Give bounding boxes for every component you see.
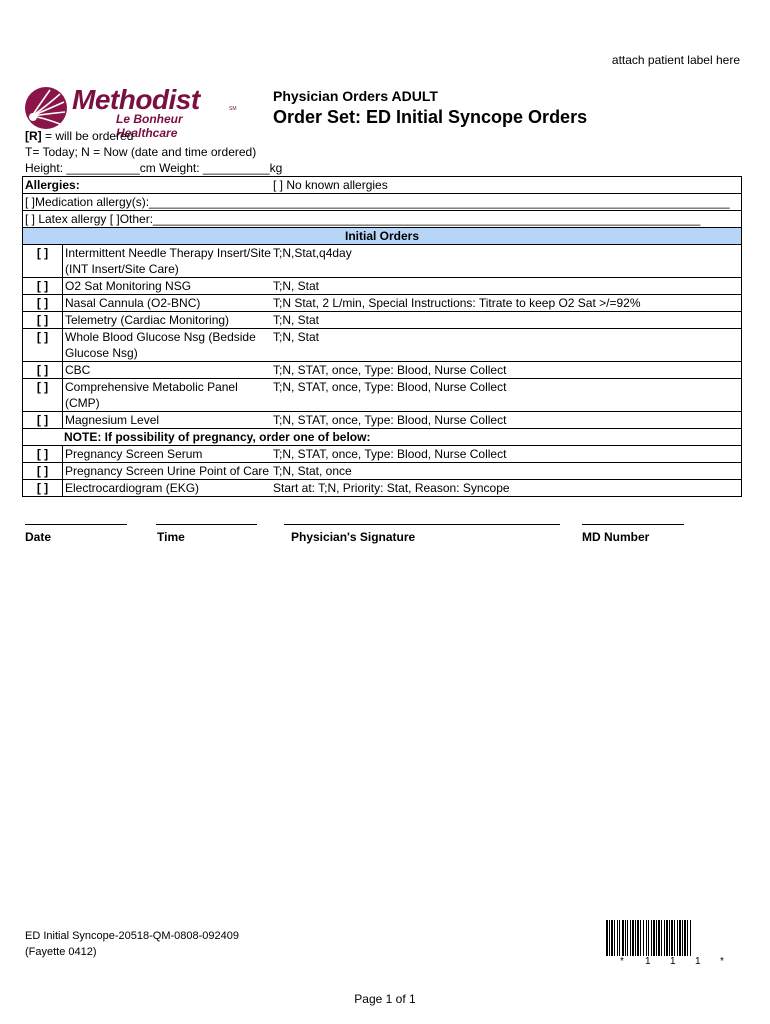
order-row: [22, 278, 742, 295]
barcode-bar: [669, 920, 670, 956]
barcode-bar: [630, 920, 631, 956]
barcode-bar: [635, 920, 636, 956]
order-name: Whole Blood Glucose Nsg (Bedside Glucose Nsg): [65, 330, 256, 360]
order-row: [22, 245, 742, 278]
order-checkbox[interactable]: [ ]: [23, 329, 63, 361]
barcode-bar: [622, 920, 624, 956]
order-checkbox[interactable]: [ ]: [23, 412, 63, 428]
barcode-char: *: [720, 956, 724, 967]
barcode-bar: [648, 920, 649, 956]
logo-subtitle: Le Bonheur Healthcare: [116, 112, 183, 140]
order-details: T;N, Stat: [273, 313, 320, 327]
order-checkbox[interactable]: [ ]: [23, 379, 63, 411]
barcode-bar: [664, 920, 665, 956]
barcode-bar: [671, 920, 673, 956]
order-checkbox[interactable]: [ ]: [23, 295, 63, 311]
methodist-emblem-icon: [24, 86, 68, 130]
legend-r-code: [R]: [25, 129, 42, 143]
order-name: CBC: [65, 363, 91, 377]
barcode-bar: [677, 920, 678, 956]
md-number-label: MD Number: [582, 530, 650, 544]
order-details: T;N, STAT, once, Type: Blood, Nurse Collect: [273, 380, 507, 394]
order-checkbox[interactable]: [ ]: [23, 480, 63, 496]
order-name: Pregnancy Screen Urine Point of Care: [65, 464, 270, 478]
order-name: O2 Sat Monitoring NSG: [65, 279, 192, 293]
barcode-bar: [690, 920, 691, 956]
barcode-bar: [656, 920, 657, 956]
page-number: Page 1 of 1: [354, 992, 416, 1006]
barcode-bar: [617, 920, 618, 956]
allergies-label: Allergies:: [25, 178, 80, 192]
order-table: [22, 176, 742, 497]
order-details: T;N, Stat, once: [273, 464, 352, 478]
document-subtitle: Physician Orders ADULT: [273, 88, 438, 104]
document-title: Order Set: ED Initial Syncope Orders: [273, 107, 588, 127]
barcode-bar: [651, 920, 652, 956]
logo-service-mark: SM: [229, 106, 237, 112]
date-label: Date: [25, 530, 52, 544]
barcode-char: 1: [645, 956, 651, 967]
order-details: T;N, STAT, once, Type: Blood, Nurse Collect: [273, 363, 507, 377]
initial-orders-header: Initial Orders: [22, 228, 742, 245]
barcode-bar: [606, 920, 608, 956]
barcode-bar: [653, 920, 655, 956]
barcode-bar: [643, 920, 644, 956]
barcode-bar: [666, 920, 668, 956]
barcode-image: [606, 920, 734, 956]
barcode-char: 1: [695, 956, 701, 967]
barcode-bar: [658, 920, 660, 956]
barcode-bar: [687, 920, 688, 956]
order-row: [22, 412, 742, 429]
medication-allergy-field[interactable]: [ ]Medication allergy(s):_______________________________________________________________________________________: [25, 195, 730, 209]
orders-list: [22, 245, 742, 429]
order-checkbox[interactable]: [ ]: [23, 278, 63, 294]
order-row: [22, 379, 742, 412]
order-row: [22, 463, 742, 480]
order-row: [22, 295, 742, 312]
order-details: T;N,Stat,q4day: [273, 246, 352, 260]
allergies-row: [22, 176, 742, 194]
barcode-char: *: [620, 956, 624, 967]
time-signature-line[interactable]: [156, 524, 257, 525]
document-code: ED Initial Syncope-20518-QM-0808-092409 (Fayette 0412): [25, 930, 240, 958]
barcode-bar: [637, 920, 639, 956]
barcode-bar: [682, 920, 683, 956]
order-details: Start at: T;N, Priority: Stat, Reason: Syncope: [273, 481, 510, 495]
order-details: T;N, STAT, once, Type: Blood, Nurse Collect: [273, 447, 507, 461]
order-name: Pregnancy Screen Serum: [65, 447, 203, 461]
order-checkbox[interactable]: [ ]: [23, 463, 63, 479]
barcode-bar: [619, 920, 620, 956]
height-weight-field[interactable]: Height: ___________cm Weight: __________kg: [25, 161, 283, 175]
time-label: Time: [157, 530, 185, 544]
barcode-bar: [646, 920, 647, 956]
latex-other-allergy-row: [22, 211, 742, 228]
order-row: [22, 362, 742, 379]
barcode-bar: [625, 920, 626, 956]
barcode-bar: [684, 920, 686, 956]
order-name: Intermittent Needle Therapy Insert/Site (INT Insert/Site Care): [65, 246, 271, 276]
order-row: [22, 329, 742, 362]
barcode-bar: [640, 920, 641, 956]
barcode-bar: [611, 920, 613, 956]
physician-signature-line[interactable]: [284, 524, 560, 525]
order-details: T;N, Stat: [273, 279, 320, 293]
pregnancy-note: NOTE: If possibility of pregnancy, order one of below:: [22, 429, 742, 446]
order-checkbox[interactable]: [ ]: [23, 362, 63, 378]
order-details: T;N Stat, 2 L/min, Special Instructions: Titrate to keep O2 Sat >/=92%: [273, 296, 641, 310]
order-details: T;N, STAT, once, Type: Blood, Nurse Collect: [273, 413, 507, 427]
md-number-line[interactable]: [582, 524, 684, 525]
physician-signature-label: Physician's Signature: [291, 530, 416, 544]
order-row: [22, 446, 742, 463]
order-details: T;N, Stat: [273, 330, 320, 344]
order-checkbox[interactable]: [ ]: [23, 446, 63, 462]
barcode-bar: [674, 920, 675, 956]
no-known-allergies-checkbox[interactable]: [ ] No known allergies: [273, 178, 388, 192]
legend-t-line: T= Today; N = Now (date and time ordered): [25, 145, 257, 159]
order-name: Telemetry (Cardiac Monitoring): [65, 313, 230, 327]
pregnancy-orders-list: [22, 446, 742, 497]
barcode-char: 1: [670, 956, 676, 967]
barcode-bar: [661, 920, 662, 956]
order-name: Electrocardiogram (EKG): [65, 481, 200, 495]
order-checkbox[interactable]: [ ]: [23, 245, 63, 277]
latex-other-allergy-field[interactable]: [ ] Latex allergy [ ]Other:__________________________________________________________________________________: [25, 212, 701, 226]
order-checkbox[interactable]: [ ]: [23, 312, 63, 328]
barcode-bar: [614, 920, 615, 956]
barcode-bar: [679, 920, 681, 956]
medication-allergy-row: [22, 194, 742, 211]
date-signature-line[interactable]: [25, 524, 127, 525]
order-row: [22, 312, 742, 329]
barcode-bar: [609, 920, 610, 956]
barcode-bar: [632, 920, 634, 956]
logo-wordmark: Methodist: [72, 84, 200, 115]
order-name: Magnesium Level: [65, 413, 160, 427]
order-name: Nasal Cannula (O2-BNC): [65, 296, 201, 310]
order-name: Comprehensive Metabolic Panel (CMP): [65, 380, 238, 410]
barcode-bar: [627, 920, 628, 956]
legend-r-line: [25, 128, 133, 144]
legend-r-text: = will be ordered: [41, 129, 134, 143]
patient-label-placeholder: attach patient label here: [611, 53, 740, 67]
order-row: [22, 480, 742, 497]
